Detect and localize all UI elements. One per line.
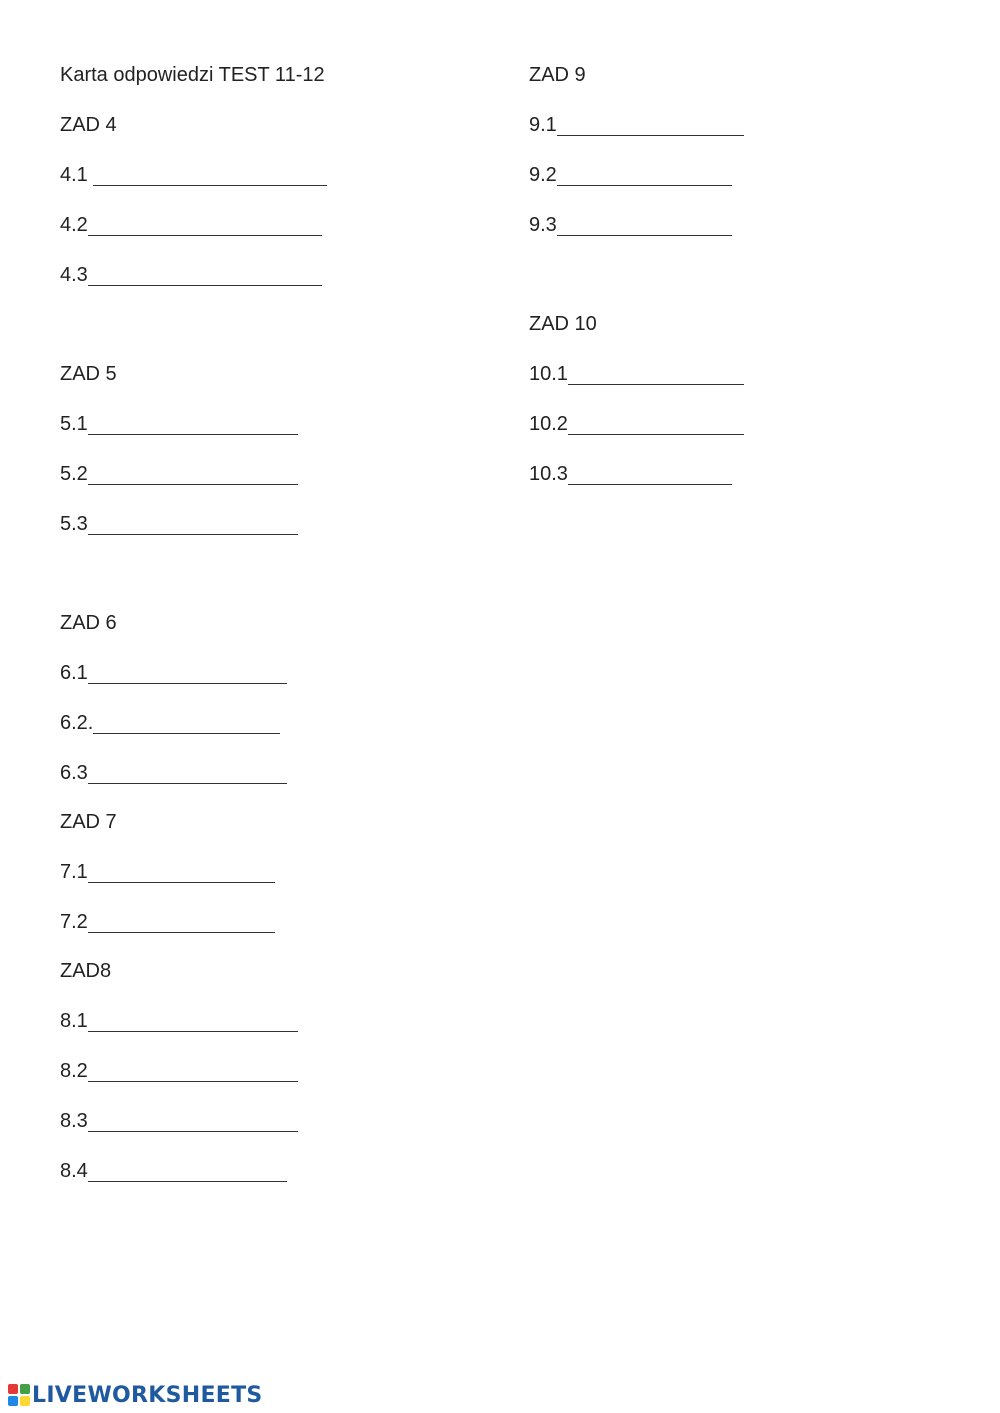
answer-blank[interactable] [568, 415, 744, 435]
zad4-heading: ZAD 4 [60, 114, 117, 136]
answer-row-4-3 [60, 263, 322, 287]
answer-blank[interactable] [93, 166, 327, 186]
zad7-heading: ZAD 7 [60, 811, 117, 833]
answer-label: 8.1 [60, 1010, 88, 1032]
answer-label: 5.1 [60, 413, 88, 435]
answer-row-10-3 [529, 462, 732, 486]
answer-row-7-2 [60, 910, 275, 934]
zad6-heading: ZAD 6 [60, 612, 117, 634]
page-title: Karta odpowiedzi TEST 11-12 [60, 64, 325, 86]
answer-row-5-2 [60, 462, 298, 486]
answer-blank[interactable] [88, 913, 275, 933]
answer-blank[interactable] [88, 266, 322, 286]
answer-label: 4.2 [60, 214, 88, 236]
answer-label: 7.1 [60, 861, 88, 883]
answer-row-4-2 [60, 213, 322, 237]
zad5-heading: ZAD 5 [60, 363, 117, 385]
answer-label: 6.1 [60, 662, 88, 684]
answer-label: 5.3 [60, 513, 88, 535]
answer-label: 9.2 [529, 164, 557, 186]
answer-blank[interactable] [88, 216, 322, 236]
answer-row-10-2 [529, 412, 744, 436]
answer-label: 8.3 [60, 1110, 88, 1132]
zad10-heading: ZAD 10 [529, 313, 597, 335]
answer-row-8-1 [60, 1009, 298, 1033]
answer-blank[interactable] [557, 216, 732, 236]
answer-blank[interactable] [88, 863, 275, 883]
answer-label: 8.2 [60, 1060, 88, 1082]
answer-row-10-1 [529, 362, 744, 386]
answer-label: 4.1 [60, 164, 94, 186]
answer-row-9-3 [529, 213, 732, 237]
answer-blank[interactable] [568, 465, 732, 485]
answer-blank[interactable] [568, 365, 744, 385]
answer-row-5-3 [60, 512, 298, 536]
answer-label: 5.2 [60, 463, 88, 485]
answer-blank[interactable] [88, 1062, 298, 1082]
answer-row-6-1 [60, 661, 287, 685]
answer-blank[interactable] [88, 465, 298, 485]
logo-square [20, 1396, 30, 1406]
answer-label: 6.2. [60, 712, 94, 734]
answer-row-7-1 [60, 860, 275, 884]
answer-blank[interactable] [557, 116, 744, 136]
answer-blank[interactable] [88, 415, 298, 435]
logo-square [20, 1384, 30, 1394]
zad8-heading: ZAD8 [60, 960, 112, 982]
answer-blank[interactable] [88, 764, 287, 784]
brand-name: LIVEWORKSHEETS [32, 1382, 263, 1408]
answer-row-8-2 [60, 1059, 298, 1083]
answer-row-6-2 [60, 711, 280, 735]
answer-blank[interactable] [88, 515, 298, 535]
answer-row-6-3 [60, 761, 287, 785]
answer-blank[interactable] [557, 166, 732, 186]
liveworksheets-logo-icon [8, 1384, 30, 1406]
answer-row-5-1 [60, 412, 298, 436]
answer-blank[interactable] [88, 1012, 298, 1032]
answer-blank[interactable] [88, 1162, 287, 1182]
logo-square [8, 1396, 18, 1406]
answer-blank[interactable] [88, 664, 287, 684]
answer-label: 8.4 [60, 1160, 88, 1182]
answer-label: 9.3 [529, 214, 557, 236]
answer-row-4-1 [60, 163, 327, 187]
answer-row-9-2 [529, 163, 732, 187]
answer-blank[interactable] [93, 714, 280, 734]
answer-label: 6.3 [60, 762, 88, 784]
answer-row-8-4 [60, 1159, 287, 1183]
answer-label: 10.2 [529, 413, 568, 435]
liveworksheets-brand[interactable] [8, 1381, 263, 1409]
logo-square [8, 1384, 18, 1394]
zad9-heading: ZAD 9 [529, 64, 586, 86]
answer-blank[interactable] [88, 1112, 298, 1132]
answer-label: 9.1 [529, 114, 557, 136]
answer-row-8-3 [60, 1109, 298, 1133]
answer-label: 4.3 [60, 264, 88, 286]
answer-label: 10.3 [529, 463, 568, 485]
answer-row-9-1 [529, 113, 744, 137]
answer-label: 7.2 [60, 911, 88, 933]
answer-label: 10.1 [529, 363, 568, 385]
